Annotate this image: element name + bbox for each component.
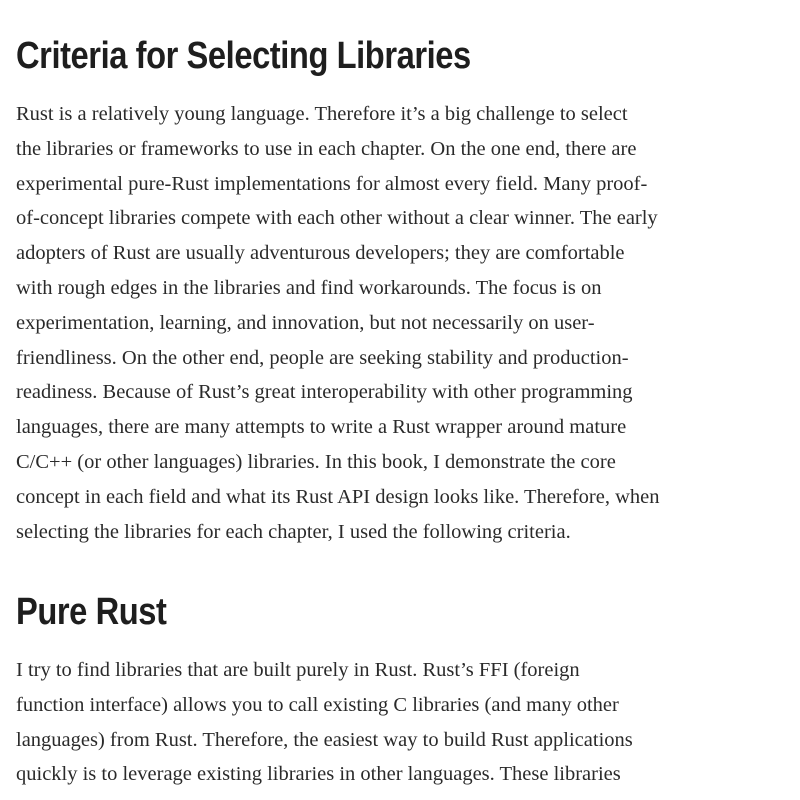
section-heading-pure-rust: Pure Rust [16,591,167,633]
text-line: languages, there are many attempts to write a Rust wrapper around mature [16,416,627,439]
text-line: selecting the libraries for each chapter, I used the following criteria. [16,520,571,543]
text-line: concept in each field and what its Rust API design looks like. Therefore, when [16,485,660,508]
text-line: friendliness. On the other end, people are seeking stability and production- [16,346,629,369]
text-line: quickly is to leverage existing libraries in other languages. These libraries [16,763,621,786]
paragraph-pure-rust [16,653,633,792]
text-line: I try to find libraries that are built purely in Rust. Rust’s FFI (foreign [16,659,580,681]
text-line: of-concept libraries compete with each other without a clear winner. The early [16,207,658,230]
text-line: readiness. Because of Rust’s great interoperability with other programming [16,381,633,404]
text-line: with rough edges in the libraries and find workarounds. The focus is on [16,276,602,299]
text-line: function interface) allows you to call existing C libraries (and many other [16,693,619,716]
text-line: experimentation, learning, and innovation, but not necessarily on user- [16,311,595,334]
text-line: the libraries or frameworks to use in each chapter. On the one end, there are [16,137,637,160]
text-line: adopters of Rust are usually adventurous developers; they are comfortable [16,242,625,265]
text-line: C/C++ (or other languages) libraries. In this book, I demonstrate the core [16,450,616,473]
text-line: experimental pure-Rust implementations for almost every field. Many proof- [16,172,648,195]
text-line: languages) from Rust. Therefore, the easiest way to build Rust applications [16,728,633,751]
paragraph-criteria [16,97,660,549]
section-heading-criteria: Criteria for Selecting Libraries [16,35,471,77]
text-line: Rust is a relatively young language. Therefore it’s a big challenge to select [16,103,628,125]
